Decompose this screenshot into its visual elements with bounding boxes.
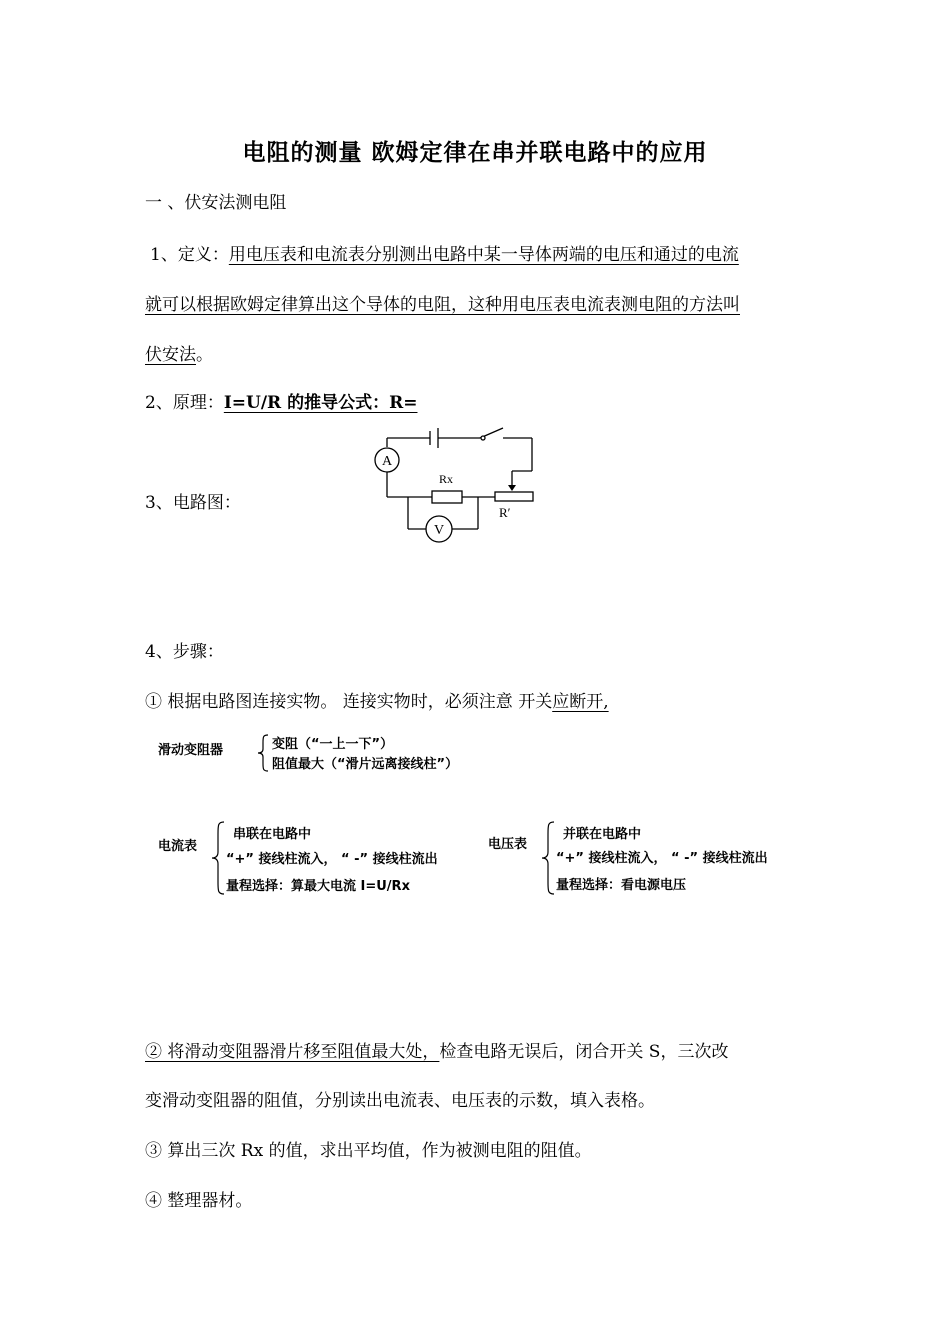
definition-text-3: 伏安法 — [145, 345, 196, 365]
ammeter-label: A — [381, 454, 393, 469]
step-3: ③ 算出三次 Rx 的值，求出平均值，作为被测电阻的阻值。 — [145, 1141, 592, 1161]
circuit-label: 3、电路图： — [145, 493, 241, 513]
brace-icon — [540, 820, 556, 896]
ammeter-group-label: 电流表 — [158, 839, 198, 854]
brace-icon — [256, 733, 270, 773]
principle-formula: I=U/R 的推导公式：R= — [223, 393, 418, 413]
step-2-text: 检查电路无误后，闭合开关 S，三次改 — [439, 1042, 729, 1062]
definition-line-3 — [145, 340, 213, 365]
ammeter-line-2: “+” 接线柱流入， “ -” 接线柱流出 — [226, 852, 438, 867]
voltmeter-group-label: 电压表 — [488, 837, 528, 852]
ammeter-line-1: 串联在电路中 — [233, 827, 312, 842]
step-4: ④ 整理器材。 — [145, 1191, 253, 1211]
ammeter-line-3: 量程选择：算最大电流 I=U/Rx — [226, 879, 410, 894]
step-2-underlined: ② 将滑动变阻器滑片移至阻值最大处， — [145, 1042, 440, 1062]
definition-line-1 — [150, 240, 739, 265]
page-title: 电阻的测量 欧姆定律在串并联电路中的应用 — [242, 139, 708, 166]
step-1 — [145, 687, 609, 712]
step-1-text: ① 根据电路图连接实物。 连接实物时，必须注意 开关 — [145, 692, 553, 712]
rheostat-line-2: 阻值最大（“滑片远离接线柱”） — [272, 757, 459, 772]
steps-label: 4、步骤： — [145, 642, 224, 662]
voltmeter-label: V — [433, 523, 445, 538]
definition-label: 1、定义： — [150, 245, 229, 265]
voltmeter-line-3: 量程选择：看电源电压 — [556, 878, 687, 893]
circuit-diagram — [360, 425, 550, 550]
voltmeter-line-1: 并联在电路中 — [563, 827, 642, 842]
principle-line — [145, 388, 417, 413]
section-heading: 一 、伏安法测电阻 — [145, 193, 287, 213]
voltmeter-line-2: “+” 接线柱流入， “ -” 接线柱流出 — [556, 851, 768, 866]
rheostat-line-1: 变阻（“一上一下”） — [272, 737, 394, 752]
step-2-line-2: 变滑动变阻器的阻值，分别读出电流表、电压表的示数，填入表格。 — [145, 1091, 655, 1111]
brace-icon — [210, 820, 226, 896]
resistor-label: Rx — [438, 472, 454, 486]
definition-text-1: 用电压表和电流表分别测出电路中某一导体两端的电压和通过的电流 — [228, 245, 739, 265]
step-2 — [145, 1037, 728, 1062]
step-1-underlined: 应断开, — [552, 692, 609, 712]
rheostat-label: R′ — [499, 505, 511, 520]
rheostat-group-label: 滑动变阻器 — [158, 743, 224, 758]
principle-label: 2、原理： — [145, 393, 224, 413]
definition-line-2: 就可以根据欧姆定律算出这个导体的电阻，这种用电压表电流表测电阻的方法叫 — [145, 295, 740, 315]
definition-end: 。 — [196, 345, 213, 365]
